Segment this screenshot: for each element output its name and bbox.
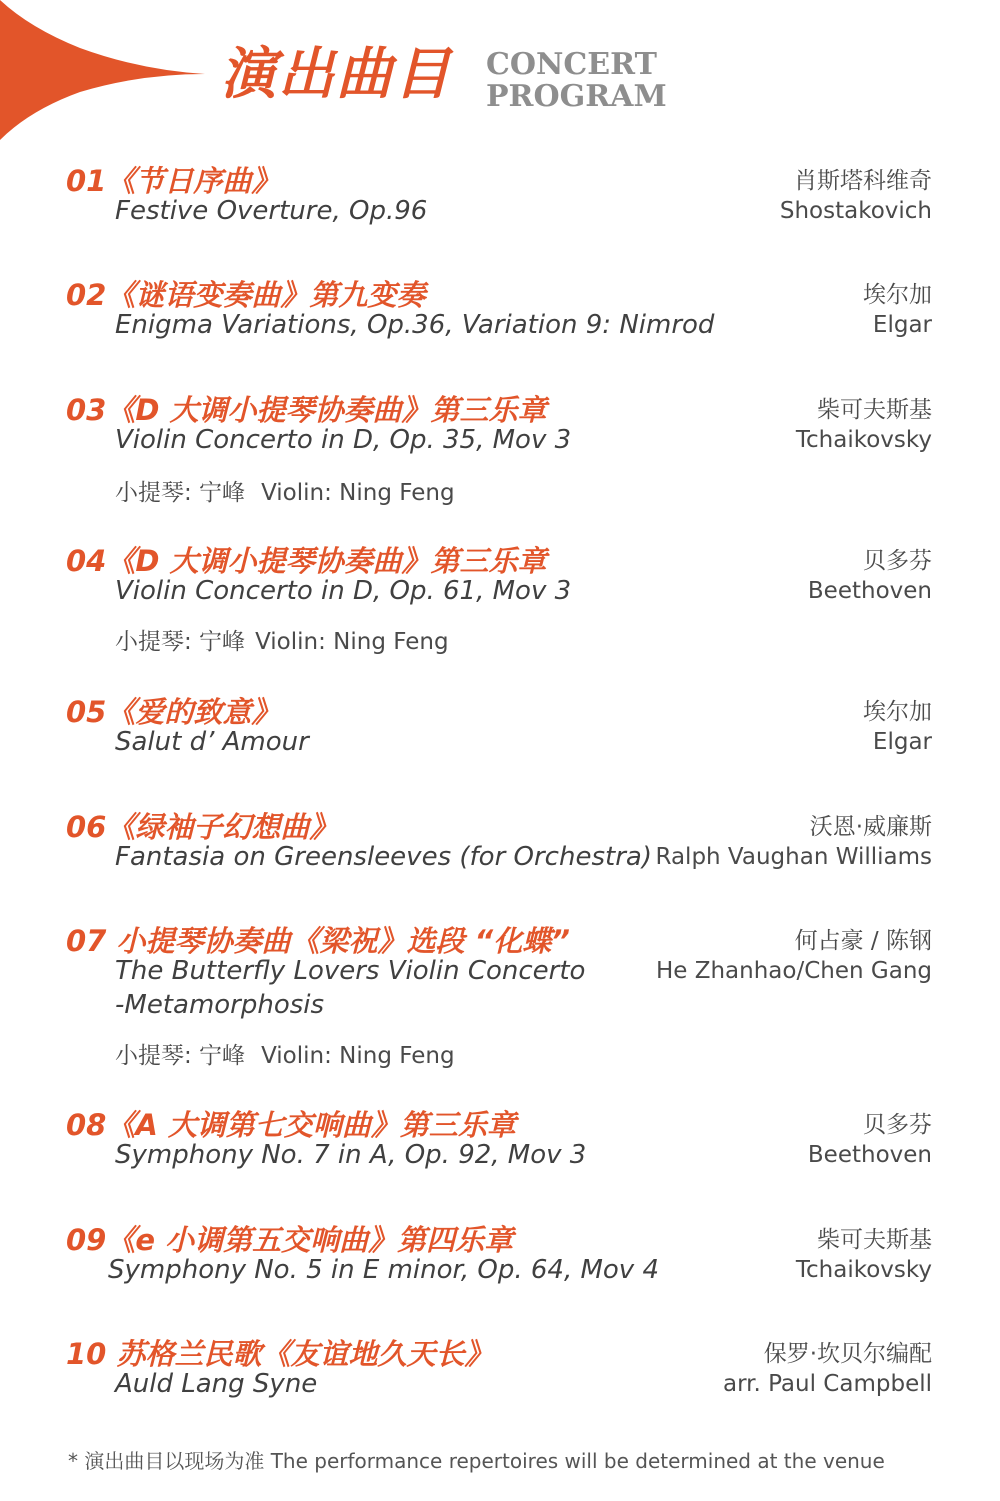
composer-en: Elgar (872, 729, 932, 755)
composer-en: Tchaikovsky (795, 1257, 932, 1283)
soloist-line (115, 625, 449, 659)
soloist-line (115, 476, 455, 510)
composer-en: Ralph Vaughan Williams (655, 844, 932, 870)
piece-title-en: Violin Concerto in D, Op. 35, Mov 3 (115, 425, 572, 455)
composer-en: Tchaikovsky (795, 427, 932, 453)
soloist-en: Violin: Ning Feng (261, 1043, 455, 1069)
page-title-en-line1: CONCERT (486, 47, 657, 82)
soloist-zh: 小提琴: 宁峰 (115, 1043, 246, 1069)
piece-title-zh: 05《爱的致意》 (66, 695, 281, 729)
piece-title-zh: 10 苏格兰民歌《友谊地久天长》 (66, 1337, 494, 1371)
composer-en: Shostakovich (779, 198, 932, 224)
composer-en: arr. Paul Campbell (722, 1371, 932, 1397)
pennant-banner (0, 0, 230, 140)
piece-title-zh: 08《A 大调第七交响曲》第三乐章 (66, 1108, 516, 1142)
composer-zh: 贝多芬 (863, 548, 932, 574)
page-title-en (486, 49, 667, 113)
soloist-en: Violin: Ning Feng (261, 480, 455, 506)
composer-en: Elgar (872, 312, 932, 338)
soloist-zh: 小提琴: 宁峰 (115, 480, 246, 506)
piece-title-zh: 02《谜语变奏曲》第九变奏 (66, 278, 426, 312)
piece-title-zh: 09《e 小调第五交响曲》第四乐章 (66, 1223, 514, 1257)
footnote: * 演出曲目以现场为准 The performance repertoires will be determined at the venue (68, 1449, 885, 1473)
piece-title-en: Violin Concerto in D, Op. 61, Mov 3 (115, 576, 572, 606)
piece-title-en-line1: The Butterfly Lovers Violin Concerto (115, 956, 586, 986)
composer-en: Beethoven (807, 578, 932, 604)
composer-zh: 保罗·坎贝尔编配 (763, 1341, 932, 1367)
composer-en: He Zhanhao/Chen Gang (655, 958, 932, 984)
piece-title-zh: 03《D 大调小提琴协奏曲》第三乐章 (66, 393, 547, 427)
piece-title-zh: 01《节日序曲》 (66, 164, 281, 198)
composer-zh: 肖斯塔科维奇 (794, 168, 932, 194)
composer-zh: 柴可夫斯基 (817, 397, 932, 423)
piece-title-en: Enigma Variations, Op.36, Variation 9: Nimrod (115, 310, 715, 340)
soloist-en: Violin: Ning Feng (255, 629, 449, 655)
page-title-zh: 演出曲目 (220, 42, 452, 107)
piece-title-en: Symphony No. 7 in A, Op. 92, Mov 3 (115, 1140, 587, 1170)
piece-title-en-line2: -Metamorphosis (115, 990, 325, 1020)
piece-title-zh: 07 小提琴协奏曲《梁祝》选段 “化蝶” (66, 924, 570, 958)
composer-zh: 沃恩·威廉斯 (809, 814, 932, 840)
piece-title-en: Salut d’ Amour (115, 727, 309, 757)
page-title-en-line2: PROGRAM (486, 79, 667, 114)
piece-title-zh: 06《绿袖子幻想曲》 (66, 810, 339, 844)
piece-title-en: Festive Overture, Op.96 (115, 196, 428, 226)
composer-zh: 柴可夫斯基 (817, 1227, 932, 1253)
composer-zh: 埃尔加 (863, 699, 932, 725)
composer-zh: 何占豪 / 陈钢 (794, 928, 932, 954)
composer-en: Beethoven (807, 1142, 932, 1168)
piece-title-en (115, 954, 585, 1022)
composer-zh: 贝多芬 (863, 1112, 932, 1138)
piece-title-en: Fantasia on Greensleeves (for Orchestra) (115, 842, 652, 872)
piece-title-en: Symphony No. 5 in E minor, Op. 64, Mov 4 (108, 1255, 660, 1285)
piece-title-en: Auld Lang Syne (115, 1369, 318, 1399)
composer-zh: 埃尔加 (863, 282, 932, 308)
soloist-line (115, 1039, 455, 1073)
piece-title-zh: 04《D 大调小提琴协奏曲》第三乐章 (66, 544, 547, 578)
soloist-zh: 小提琴: 宁峰 (115, 629, 246, 655)
